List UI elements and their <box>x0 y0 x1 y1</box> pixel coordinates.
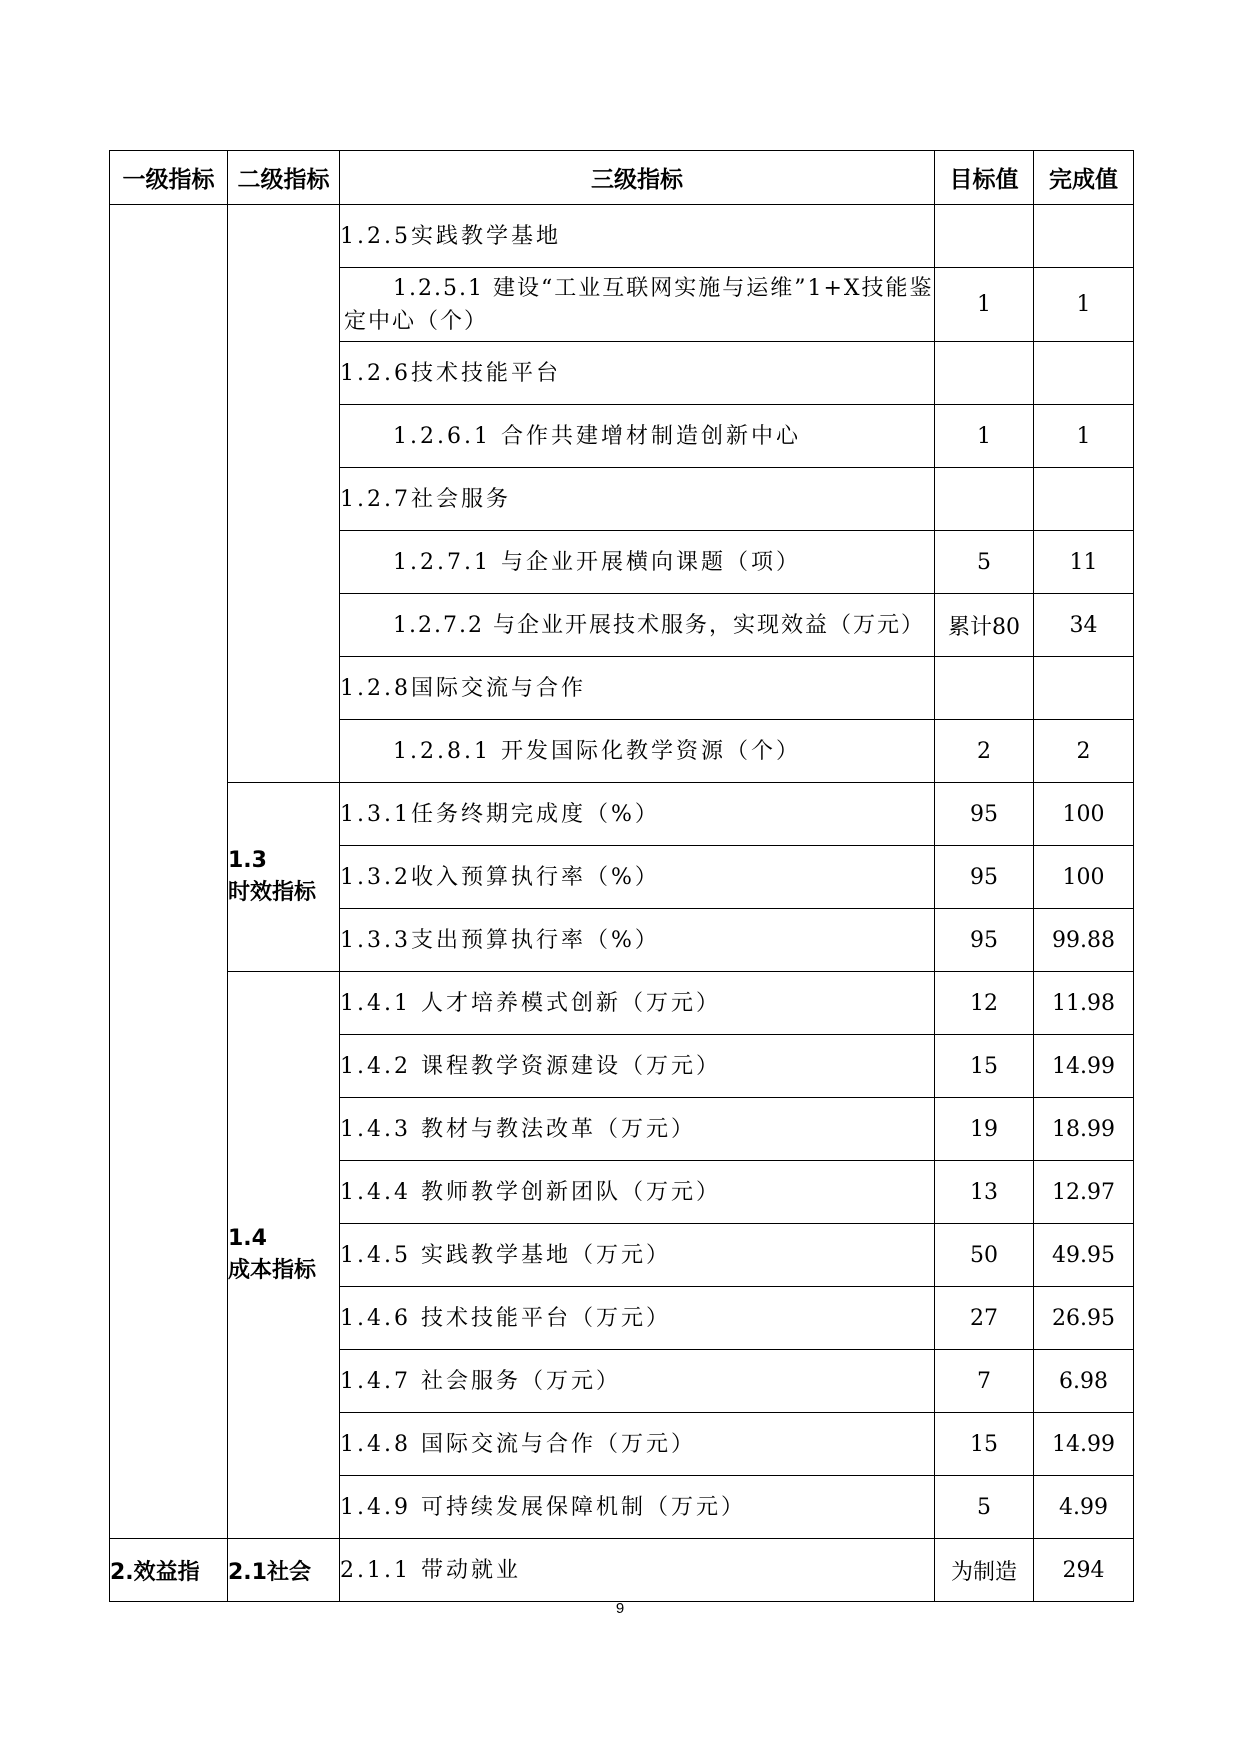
header-target: 目标值 <box>935 151 1034 205</box>
done-cell: 1 <box>1034 268 1134 342</box>
level3-cell: 1.3.3支出预算执行率（%） <box>340 909 935 972</box>
target-cell <box>935 657 1034 720</box>
level3-cell: 2.1.1 带动就业 <box>340 1539 935 1602</box>
done-cell: 11.98 <box>1034 972 1134 1035</box>
level3-cell: 1.3.2收入预算执行率（%） <box>340 846 935 909</box>
level3-cell: 1.4.3 教材与教法改革（万元） <box>340 1098 935 1161</box>
target-cell: 1 <box>935 268 1034 342</box>
level3-cell: 1.4.1 人才培养模式创新（万元） <box>340 972 935 1035</box>
target-cell: 累计80 <box>935 594 1034 657</box>
header-level3: 三级指标 <box>340 151 935 205</box>
indicator-table <box>109 150 1134 1602</box>
header-level2: 二级指标 <box>228 151 340 205</box>
level3-cell: 1.4.9 可持续发展保障机制（万元） <box>340 1476 935 1539</box>
target-cell: 27 <box>935 1287 1034 1350</box>
done-cell: 4.99 <box>1034 1476 1134 1539</box>
done-cell: 14.99 <box>1034 1413 1134 1476</box>
table-row <box>110 1539 1134 1602</box>
target-cell <box>935 342 1034 405</box>
level2-cell <box>228 205 340 783</box>
level3-cell: 1.2.5实践教学基地 <box>340 205 935 268</box>
level3-cell: 1.4.4 教师教学创新团队（万元） <box>340 1161 935 1224</box>
target-cell: 15 <box>935 1035 1034 1098</box>
table-row <box>110 972 1134 1035</box>
done-cell: 14.99 <box>1034 1035 1134 1098</box>
target-cell: 2 <box>935 720 1034 783</box>
level3-cell: 1.2.7.2 与企业开展技术服务，实现效益（万元） <box>340 594 935 657</box>
target-cell: 50 <box>935 1224 1034 1287</box>
header-level1: 一级指标 <box>110 151 228 205</box>
target-cell <box>935 205 1034 268</box>
done-cell: 2 <box>1034 720 1134 783</box>
target-cell: 5 <box>935 1476 1034 1539</box>
done-cell: 12.97 <box>1034 1161 1134 1224</box>
level3-cell: 1.2.8.1 开发国际化教学资源（个） <box>340 720 935 783</box>
target-cell: 为制造 <box>935 1539 1034 1602</box>
level3-cell: 1.4.2 课程教学资源建设（万元） <box>340 1035 935 1098</box>
level3-cell: 1.4.8 国际交流与合作（万元） <box>340 1413 935 1476</box>
level3-cell: 1.2.8国际交流与合作 <box>340 657 935 720</box>
group-1-4-label: 1.4 成本指标 <box>228 972 340 1539</box>
done-cell <box>1034 468 1134 531</box>
level3-cell: 1.4.5 实践教学基地（万元） <box>340 1224 935 1287</box>
done-cell <box>1034 657 1134 720</box>
done-cell: 294 <box>1034 1539 1134 1602</box>
level3-cell: 1.2.6.1 合作共建增材制造创新中心 <box>340 405 935 468</box>
done-cell: 26.95 <box>1034 1287 1134 1350</box>
target-cell: 15 <box>935 1413 1034 1476</box>
level3-cell: 1.4.7 社会服务（万元） <box>340 1350 935 1413</box>
target-cell: 5 <box>935 531 1034 594</box>
target-cell: 1 <box>935 405 1034 468</box>
header-row <box>110 151 1134 205</box>
level3-cell: 1.2.5.1 建设“工业互联网实施与运维”1+X技能鉴定中心（个） <box>340 268 935 342</box>
group-2-label: 2.效益指 <box>110 1539 228 1602</box>
done-cell: 34 <box>1034 594 1134 657</box>
done-cell: 100 <box>1034 846 1134 909</box>
level3-cell: 1.2.7社会服务 <box>340 468 935 531</box>
done-cell <box>1034 342 1134 405</box>
level3-cell: 1.4.6 技术技能平台（万元） <box>340 1287 935 1350</box>
target-cell: 95 <box>935 909 1034 972</box>
table-row <box>110 783 1134 846</box>
target-cell <box>935 468 1034 531</box>
done-cell: 49.95 <box>1034 1224 1134 1287</box>
target-cell: 7 <box>935 1350 1034 1413</box>
level3-cell: 1.2.7.1 与企业开展横向课题（项） <box>340 531 935 594</box>
target-cell: 95 <box>935 783 1034 846</box>
done-cell: 100 <box>1034 783 1134 846</box>
level3-cell: 1.2.6技术技能平台 <box>340 342 935 405</box>
level1-cell <box>110 205 228 1539</box>
target-cell: 12 <box>935 972 1034 1035</box>
page-number: 9 <box>615 1600 625 1617</box>
done-cell: 6.98 <box>1034 1350 1134 1413</box>
done-cell: 1 <box>1034 405 1134 468</box>
target-cell: 13 <box>935 1161 1034 1224</box>
header-done: 完成值 <box>1034 151 1134 205</box>
done-cell: 18.99 <box>1034 1098 1134 1161</box>
level3-cell: 1.3.1任务终期完成度（%） <box>340 783 935 846</box>
group-2-1-label: 2.1社会 <box>228 1539 340 1602</box>
target-cell: 95 <box>935 846 1034 909</box>
done-cell <box>1034 205 1134 268</box>
table-row <box>110 205 1134 268</box>
done-cell: 99.88 <box>1034 909 1134 972</box>
done-cell: 11 <box>1034 531 1134 594</box>
target-cell: 19 <box>935 1098 1034 1161</box>
group-1-3-label: 1.3 时效指标 <box>228 783 340 972</box>
